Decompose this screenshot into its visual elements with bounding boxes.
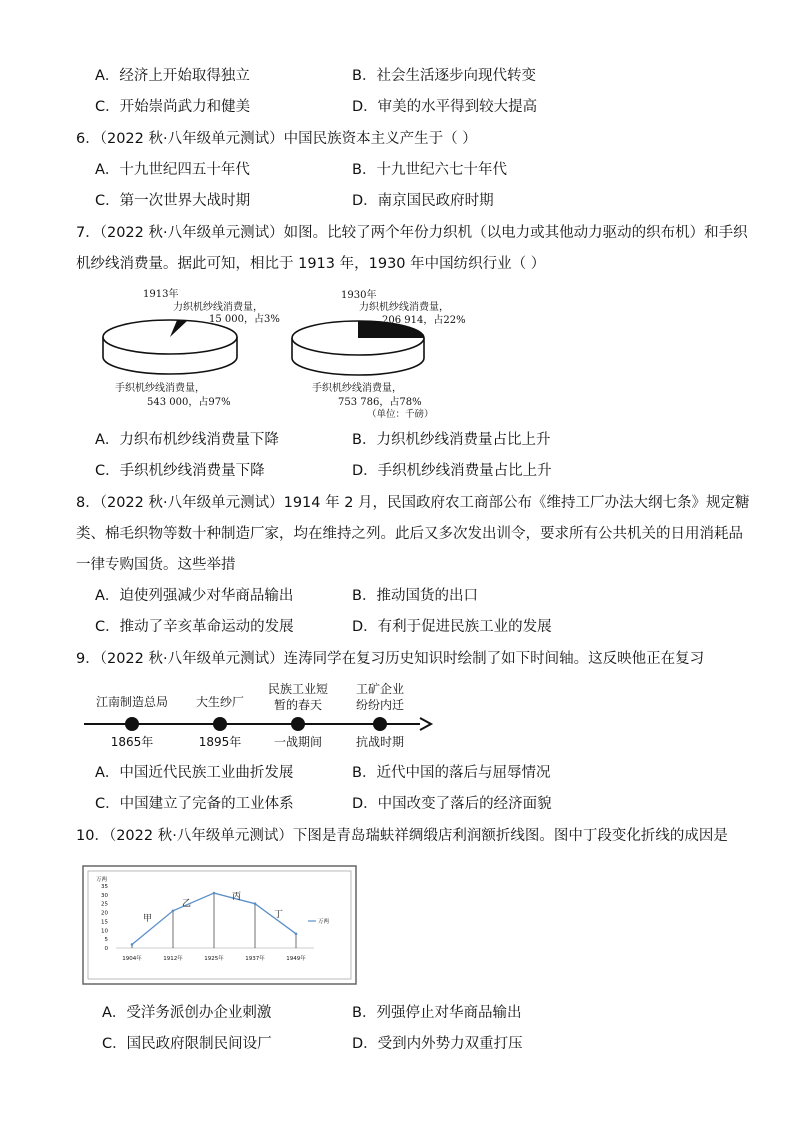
chart-y-tick-5: 5	[104, 937, 108, 944]
pie-1913	[103, 287, 280, 408]
q6-option-a: A．十九世纪四五十年代	[95, 162, 250, 178]
q7-option-d: D．手织机纱线消费量占比上升	[352, 463, 552, 479]
timeline-node-4-bottom: 抗战时期	[355, 735, 405, 749]
chart-point-1904年	[131, 943, 134, 946]
q10-option-a: A．受洋务派创办企业刺激	[102, 1005, 272, 1021]
q6-option-d: D．南京国民政府时期	[352, 193, 494, 209]
q9-option-a: A．中国近代民族工业曲折发展	[95, 765, 294, 781]
timeline-node-2-top: 大生纱厂	[195, 695, 245, 709]
chart-y-tick-0: 0	[104, 946, 108, 952]
q9-option-c: C．中国建立了完备的工业体系	[95, 796, 294, 812]
q9-option-d: D．中国改变了落后的经济面貌	[352, 796, 552, 812]
q10-option-d: D．受到内外势力双重打压	[352, 1036, 523, 1052]
q7-option-c: C．手织机纱线消费量下降	[95, 463, 265, 479]
q6-option-b: B．十九世纪六七十年代	[352, 162, 507, 178]
chart-frame	[83, 866, 356, 984]
pie-1930-year: 1930年	[341, 290, 377, 301]
pie-1930-hand-value: 753 786，占78%	[338, 397, 422, 408]
chart-legend-label: 万两	[318, 919, 330, 925]
pie-1930-power-value: 206 914，占22%	[382, 315, 466, 326]
q8-stem-line-1: 8．（2022 秋·八年级单元测试）1914 年 2 月，民国政府农工商部公布《维持工厂办法大纲七条》规定糖	[76, 495, 750, 511]
q7-option-b: B．力织机纱线消费量占比上升	[352, 432, 551, 448]
q7-option-a: A．力织布机纱线消费量下降	[95, 432, 279, 448]
chart-segment-label-1: 乙	[182, 899, 192, 909]
chart-point-1937年	[254, 902, 257, 905]
q8-option-b: B．推动国货的出口	[352, 588, 478, 604]
pie-1930	[292, 288, 466, 420]
timeline-node-1865	[96, 694, 168, 749]
q7-stem-line-1: 7．（2022 秋·八年级单元测试）如图。比较了两个年份力织机（以电力或其他动力驱动的织布机）和手织	[76, 225, 748, 241]
q9-timeline	[80, 678, 440, 758]
chart-x-tick-1949年: 1949年	[286, 956, 306, 962]
q7-stem-line-2: 机纱线消费量。据此可知，相比于 1913 年，1930 年中国纺织行业（ ）	[76, 256, 546, 272]
q9-stem: 9．（2022 秋·八年级单元测试）连涛同学在复习历史知识时绘制了如下时间轴。这反映他正在复习	[76, 651, 705, 667]
q6-stem: 6．（2022 秋·八年级单元测试）中国民族资本主义产生于（ ）	[76, 131, 477, 147]
pie-1913-power-label: 力织机纱线消费量，	[173, 302, 263, 313]
q5-option-c: C．开始崇尚武力和健美	[95, 99, 251, 115]
q8-option-c: C．推动了辛亥革命运动的发展	[95, 619, 294, 635]
timeline-node-4-top-2: 纷纷内迁	[355, 698, 405, 712]
q10-stem: 10．（2022 秋·八年级单元测试）下图是青岛瑞蚨祥绸缎店利润额折线图。图中丁段变化折线的成因是	[76, 828, 728, 844]
chart-segment-label-3: 丁	[274, 910, 284, 920]
chart-y-tick-30: 30	[101, 892, 108, 899]
q5-option-d: D．审美的水平得到较大提高	[352, 99, 538, 115]
q5-option-a: A．经济上开始取得独立	[95, 68, 250, 84]
timeline-node-3-top: 民族工业短	[267, 682, 329, 696]
chart-x-tick-1925年: 1925年	[204, 956, 224, 962]
chart-y-unit-label: 万两	[96, 877, 108, 883]
timeline-node-war	[356, 681, 404, 749]
q9-option-b: B．近代中国的落后与屈辱情况	[352, 765, 551, 781]
pie-1913-year: 1913年	[143, 289, 179, 300]
timeline-node-3-bottom: 一战期间	[273, 735, 323, 749]
q10-option-c: C．国民政府限制民间设厂	[102, 1036, 272, 1052]
pie-1930-unit: （单位：千磅）	[367, 409, 434, 420]
timeline-node-2-bottom: 1895年	[198, 735, 242, 749]
chart-x-tick-1904年: 1904年	[122, 956, 142, 962]
pie-1913-hand-label: 手织机纱线消费量，	[115, 383, 205, 394]
chart-y-tick-15: 15	[101, 919, 108, 926]
q7-pie-figure	[95, 285, 466, 420]
chart-segment-label-0: 甲	[143, 914, 153, 924]
timeline-node-3-top-2: 暂的春天	[273, 698, 323, 712]
q10-option-b: B．列强停止对华商品输出	[352, 1005, 522, 1021]
q5-option-b: B．社会生活逐步向现代转变	[352, 68, 536, 84]
timeline-node-ww1	[268, 682, 328, 749]
chart-point-1912年	[172, 910, 175, 913]
chart-segment-label-2: 丙	[232, 892, 242, 902]
chart-y-tick-25: 25	[101, 901, 108, 908]
timeline-node-1895	[196, 694, 244, 749]
q8-option-d: D．有利于促进民族工业的发展	[352, 619, 552, 635]
chart-point-1949年	[295, 933, 298, 936]
pie-1913-hand-value: 543 000，占97%	[147, 397, 231, 408]
q8-option-a: A．迫使列强减少对华商品输出	[95, 588, 294, 604]
timeline-node-4-top: 工矿企业	[355, 682, 405, 696]
q10-line-chart	[82, 865, 357, 985]
chart-y-tick-35: 35	[101, 884, 108, 890]
chart-x-tick-1937年: 1937年	[245, 956, 265, 962]
pie-1930-power-label: 力织机纱线消费量，	[359, 302, 449, 313]
chart-y-tick-20: 20	[101, 910, 108, 917]
chart-y-tick-10: 10	[101, 928, 108, 935]
timeline-arrow-icon	[420, 718, 431, 730]
chart-x-tick-1912年: 1912年	[163, 956, 183, 962]
q8-stem-line-2: 类、棉毛织物等数十种制造厂家，均在维持之列。此后又多次发出训令，要求所有公共机关的日用消耗品	[76, 526, 743, 542]
q8-stem-line-3: 一律专购国货。这些举措	[76, 557, 236, 573]
chart-point-1925年	[213, 892, 216, 895]
timeline-node-1-bottom: 1865年	[110, 735, 154, 749]
pie-1930-hand-label: 手织机纱线消费量，	[312, 383, 402, 394]
q6-option-c: C．第一次世界大战时期	[95, 193, 251, 209]
pie-1913-power-value: 15 000，占3%	[209, 314, 280, 325]
timeline-node-1-top: 江南制造总局	[95, 695, 169, 709]
